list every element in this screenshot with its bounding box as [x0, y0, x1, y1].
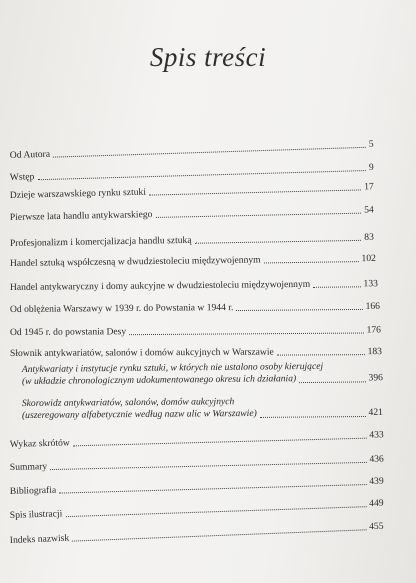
- dot-leader: [50, 462, 366, 470]
- toc-entry-label: Od 1945 r. do powstania Desy: [9, 326, 127, 338]
- toc-entry: [10, 324, 381, 338]
- toc-entry-label: Handel antykwaryczny i domy aukcyjne w dwudziestoleciu międzywojennym: [9, 278, 311, 293]
- dot-leader: [195, 240, 362, 244]
- toc-entry-page: 455: [368, 520, 384, 533]
- toc-entry-page: 433: [369, 429, 384, 441]
- toc-entry-page: 9: [368, 161, 374, 173]
- dot-leader: [149, 189, 361, 195]
- dot-leader: [299, 381, 365, 383]
- toc-subentry-line2: (uszeregowany alfabetycznie według nazw ulic w Warszawie): [21, 407, 257, 422]
- toc-entry-label: Summary: [9, 461, 48, 473]
- toc-entry: [10, 346, 382, 359]
- toc-entry: [10, 162, 374, 183]
- toc-entry: [10, 232, 374, 249]
- toc-entry-page: 5: [368, 138, 374, 150]
- toc-subentry: [22, 360, 383, 388]
- toc-entry: [10, 301, 380, 315]
- toc-entry-label: Bibliografia: [9, 484, 57, 497]
- toc-entry: [10, 278, 378, 293]
- dot-leader: [73, 438, 367, 447]
- dot-leader: [236, 309, 362, 311]
- toc-entry-page: 396: [368, 372, 383, 384]
- toc-entry-page: 17: [364, 181, 374, 193]
- dot-leader: [313, 286, 360, 287]
- toc-subentry-line1: Skorowidz antykwariatów, salonów, domów aukcyjnych: [21, 396, 235, 410]
- toc-entry-page: 54: [364, 204, 374, 216]
- toc-entry-label: Wykaz skrótów: [9, 437, 70, 450]
- toc-entry-label: Spis ilustracji: [9, 508, 63, 521]
- toc-entry: [10, 204, 374, 223]
- dot-leader: [277, 354, 365, 355]
- toc-entry: [10, 181, 374, 201]
- page-title: Spis treści: [149, 42, 267, 72]
- toc-entry-page: 439: [369, 475, 384, 487]
- toc-entry: [10, 498, 384, 521]
- dot-leader: [129, 333, 363, 336]
- toc-subentry-line2: (w układzie chronologicznym udokumentowanego okresu ich działania): [21, 373, 297, 388]
- toc-entry-label: Indeks nazwisk: [9, 532, 70, 546]
- toc-subentry: [22, 395, 383, 422]
- dot-leader: [65, 506, 366, 517]
- toc-entry-page: 133: [363, 278, 378, 290]
- toc-entry-page: 449: [369, 497, 384, 510]
- dot-leader: [37, 170, 366, 180]
- toc-entry: [10, 454, 384, 473]
- dot-leader: [72, 529, 366, 541]
- toc-entry-label: Wstęp: [9, 171, 35, 183]
- dot-leader: [53, 147, 366, 158]
- toc-entry-label: Od Autora: [9, 148, 51, 161]
- dot-leader: [264, 261, 359, 263]
- toc-entry: [10, 476, 384, 497]
- toc-entry-page: 421: [368, 406, 383, 418]
- toc-entry-label: Pierwsze lata handlu antykwarskiego: [9, 209, 153, 223]
- toc-entry: [10, 139, 374, 161]
- toc-entry-page: 176: [366, 324, 381, 336]
- toc-entry-page: 183: [367, 346, 382, 358]
- toc-entry-page: 436: [369, 453, 384, 465]
- toc-entry-label: Handel sztuką współczesną w dwudziestoleciu międzywojennym: [9, 254, 261, 269]
- toc-entry: [10, 253, 376, 269]
- toc-entry: [10, 521, 384, 546]
- toc-entry-page: 83: [364, 231, 374, 243]
- toc-entry-label: Profesjonalizm i komercjalizacja handlu sztuką: [9, 234, 192, 249]
- toc-entry-page: 102: [361, 252, 376, 265]
- toc-subentry-line1: Antykwariaty i instytucje rynku sztuki, w których nie ustalono osoby kierującej: [21, 360, 324, 376]
- dot-leader: [59, 484, 366, 494]
- dot-leader: [155, 213, 361, 218]
- toc-entry-label: Od oblężenia Warszawy w 1939 r. do Powstania w 1944 r.: [9, 302, 234, 315]
- dot-leader: [260, 416, 366, 418]
- toc-entry-label: Słownik antykwariatów, salonów i domów aukcyjnych w Warszawie: [9, 346, 274, 359]
- toc-entry-page: 166: [365, 300, 380, 312]
- toc-entry-label: Dzieje warszawskiego rynku sztuki: [9, 186, 147, 201]
- toc-entry: [10, 429, 384, 450]
